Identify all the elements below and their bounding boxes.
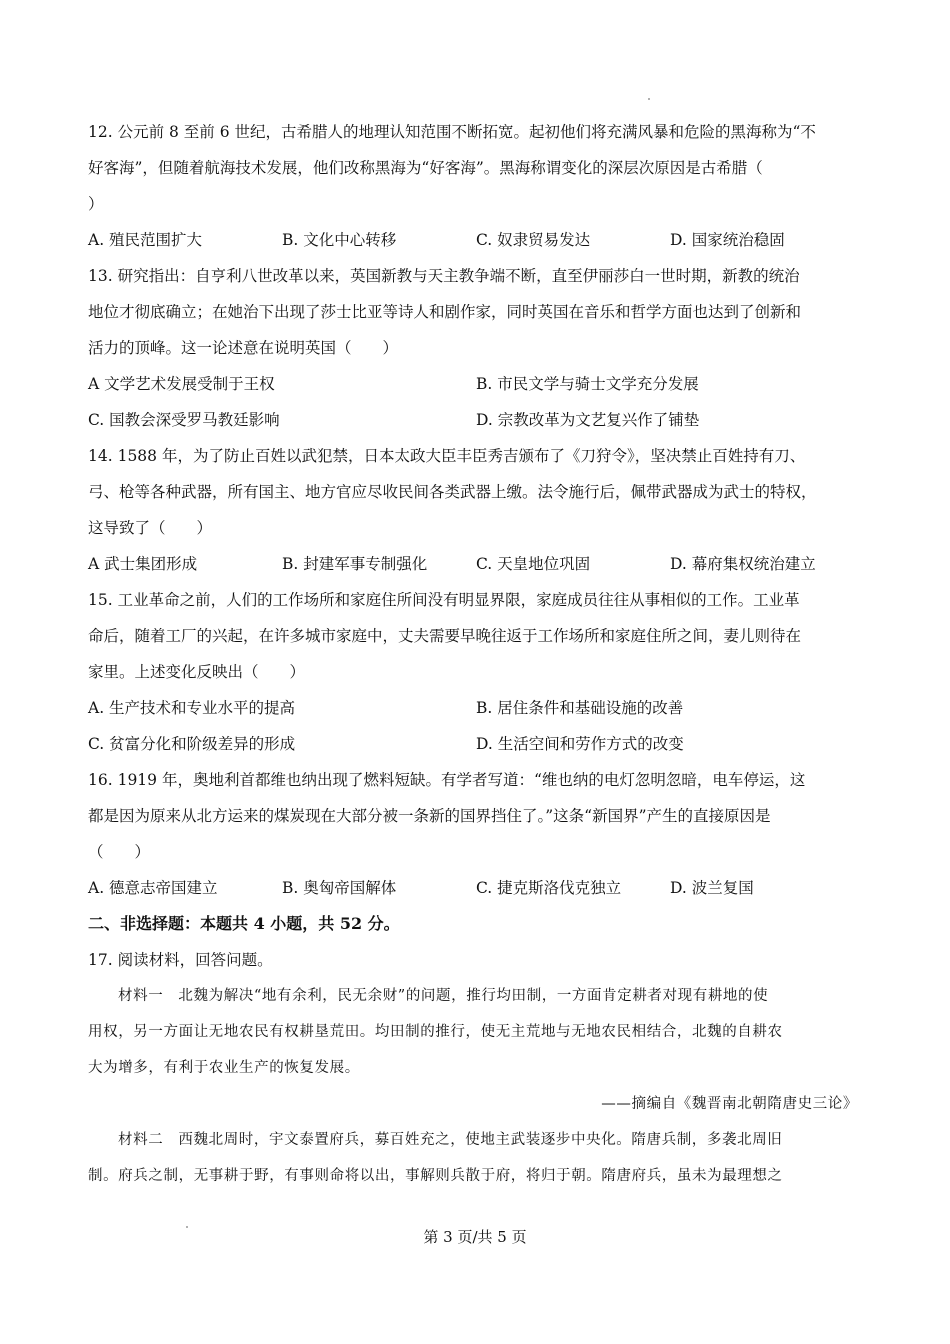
scan-dot bbox=[648, 98, 650, 100]
q14-option-d: D. 幕府集权统治建立 bbox=[670, 555, 816, 573]
material2-line-1: 材料二 西魏北周时，宇文泰置府兵，募百姓充之，使地主武装逐步中央化。隋唐兵制，多袭北周旧 bbox=[118, 1132, 783, 1148]
q15-option-b: B. 居住条件和基础设施的改善 bbox=[476, 699, 684, 717]
q14-line-2: 弓、枪等各种武器，所有国主、地方官应尽收民间各类武器上缴。法令施行后，佩带武器成为武士的特权， bbox=[88, 483, 817, 501]
q13-line-1: 13. 研究指出：自亨利八世改革以来，英国新教与天主教争端不断，直至伊丽莎白一世时期，新教的统治 bbox=[88, 267, 800, 285]
q16-option-a: A. 德意志帝国建立 bbox=[88, 879, 218, 897]
material2-line-2: 制。府兵之制，无事耕于野，有事则命将以出，事解则兵散于府，将归于朝。隋唐府兵，虽未为最理想之 bbox=[88, 1168, 783, 1184]
material1-source: ——摘编自《魏晋南北朝隋唐史三论》 bbox=[601, 1096, 858, 1112]
q12-option-a: A. 殖民范围扩大 bbox=[88, 231, 203, 249]
q12-option-b: B. 文化中心转移 bbox=[282, 231, 397, 249]
q16-line-2: 都是因为原来从北方运来的煤炭现在大部分被一条新的国界挡住了。”这条“新国界”产生的直接原因是 bbox=[88, 807, 771, 825]
q15-line-1: 15. 工业革命之前，人们的工作场所和家庭住所间没有明显界限，家庭成员往往从事相似的工作。工业革 bbox=[88, 591, 800, 609]
material1-line-3: 大为增多，有利于农业生产的恢复发展。 bbox=[88, 1060, 360, 1076]
q12-line-2: 好客海”，但随着航海技术发展，他们改称黑海为“好客海”。黑海称谓变化的深层次原因是古希腊（ bbox=[88, 159, 763, 177]
page-footer: 第 3 页/共 5 页 bbox=[423, 1228, 527, 1246]
q14-option-c: C. 天皇地位巩固 bbox=[476, 555, 591, 573]
q13-option-a: A 文学艺术发展受制于王权 bbox=[88, 375, 275, 393]
material1-line-1: 材料一 北魏为解决“地有余利，民无余财”的问题，推行均田制，一方面肯定耕者对现有耕地的使 bbox=[118, 988, 769, 1004]
q16-option-b: B. 奥匈帝国解体 bbox=[282, 879, 397, 897]
q15-line-3: 家里。上述变化反映出（ ） bbox=[88, 663, 306, 681]
q16-line-3: （ ） bbox=[88, 843, 151, 861]
material1-line-2: 用权，另一方面让无地农民有权耕垦荒田。均田制的推行，使无主荒地与无地农民相结合，北魏的自耕农 bbox=[88, 1024, 783, 1040]
q13-option-d: D. 宗教改革为文艺复兴作了铺垫 bbox=[476, 411, 700, 429]
q16-line-1: 16. 1919 年，奥地利首都维也纳出现了燃料短缺。有学者写道：“维也纳的电灯忽明忽暗，电车停运，这 bbox=[88, 771, 806, 789]
q12-line-3: ） bbox=[88, 195, 104, 213]
q16-option-d: D. 波兰复国 bbox=[670, 879, 754, 897]
section-title: 二、非选择题：本题共 4 小题，共 52 分。 bbox=[88, 914, 400, 933]
q13-option-c: C. 国教会深受罗马教廷影响 bbox=[88, 411, 280, 429]
q17-prompt: 17. 阅读材料，回答问题。 bbox=[88, 951, 273, 969]
q14-line-3: 这导致了（ ） bbox=[88, 519, 213, 537]
q14-option-a: A 武士集团形成 bbox=[88, 555, 198, 573]
q15-option-c: C. 贫富分化和阶级差异的形成 bbox=[88, 735, 296, 753]
q13-option-b: B. 市民文学与骑士文学充分发展 bbox=[476, 375, 699, 393]
q14-option-b: B. 封建军事专制强化 bbox=[282, 555, 428, 573]
q14-line-1: 14. 1588 年，为了防止百姓以武犯禁，日本太政大臣丰臣秀吉颁布了《刀狩令》，坚决禁止百姓持有刀、 bbox=[88, 447, 806, 465]
q16-option-c: C. 捷克斯洛伐克独立 bbox=[476, 879, 622, 897]
q13-line-2: 地位才彻底确立；在她治下出现了莎士比亚等诗人和剧作家，同时英国在音乐和哲学方面也达到了创新和 bbox=[88, 303, 802, 321]
q15-line-2: 命后，随着工厂的兴起，在许多城市家庭中，丈夫需要早晚往返于工作场所和家庭住所之间，妻儿则待在 bbox=[88, 627, 802, 645]
q12-line-1: 12. 公元前 8 至前 6 世纪，古希腊人的地理认知范围不断拓宽。起初他们将充满风暴和危险的黑海称为“不 bbox=[88, 123, 816, 141]
q12-option-c: C. 奴隶贸易发达 bbox=[476, 231, 591, 249]
q15-option-a: A. 生产技术和专业水平的提高 bbox=[88, 699, 296, 717]
q12-option-d: D. 国家统治稳固 bbox=[670, 231, 785, 249]
q13-line-3: 活力的顶峰。这一论述意在说明英国（ ） bbox=[88, 339, 399, 357]
q15-option-d: D. 生活空间和劳作方式的改变 bbox=[476, 735, 684, 753]
